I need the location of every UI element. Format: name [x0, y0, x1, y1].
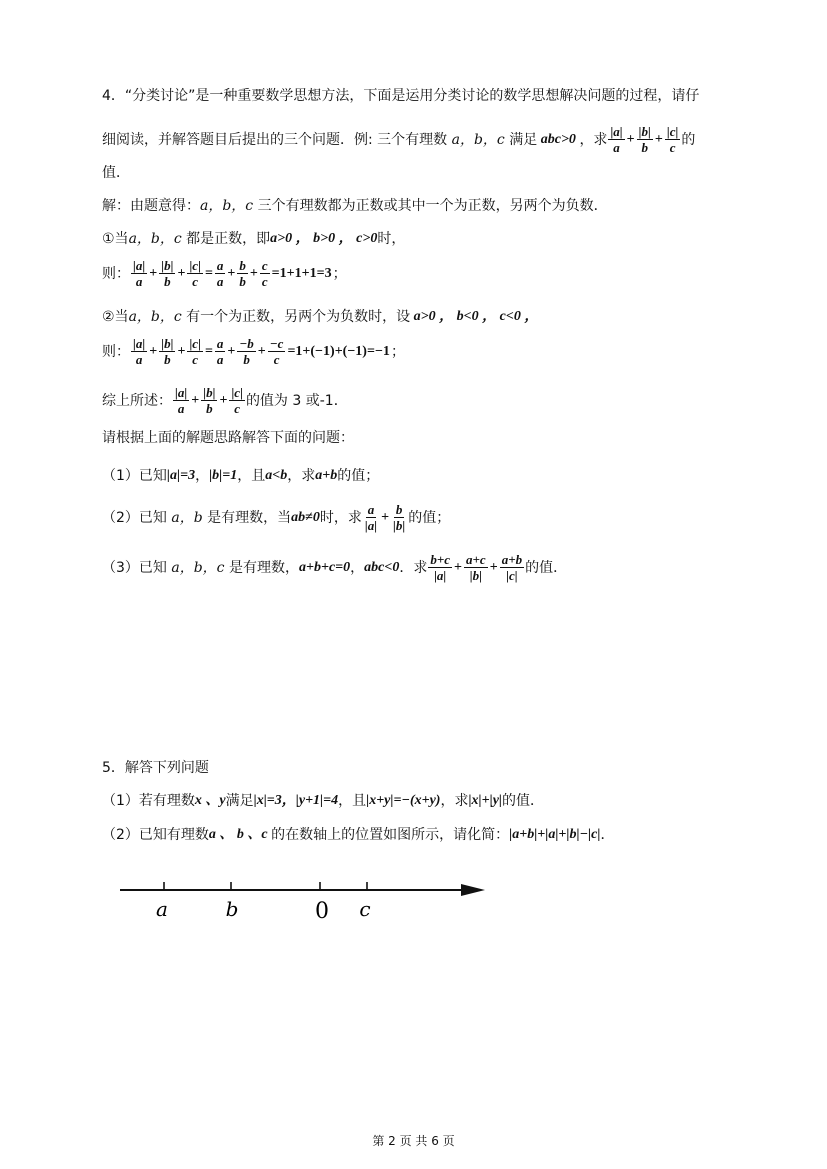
q5-text: 的值．: [502, 793, 544, 809]
frac: $\frac{|c|}{c}$: [231, 385, 243, 416]
var-xy: x 、y: [194, 793, 226, 808]
q4-text: 综上所述：: [102, 392, 172, 409]
q4-text: 满足: [509, 131, 538, 148]
q4-text: 值．: [102, 165, 130, 181]
q5-title: [102, 758, 209, 778]
frac: $\frac{a+c}{|b|}$: [466, 552, 486, 583]
frac: $\frac{b}{b}$: [239, 258, 246, 289]
q5-text: 满足: [225, 793, 254, 809]
var-a: a，b，c: [447, 131, 510, 148]
math-abc-gt-0: abc>0: [537, 131, 580, 147]
math: a+b: [315, 468, 338, 483]
frac: $\frac{b}{|b|}$: [393, 502, 406, 533]
math: abc<0: [364, 559, 400, 575]
q4-text: 时，求: [319, 509, 362, 526]
q5-text: ，且: [338, 793, 367, 809]
frac: $\frac{|c|}{c}$: [189, 258, 201, 289]
q4-text: 则：: [102, 265, 130, 282]
q4-text: ②当: [102, 309, 129, 325]
var-ab: a，b: [166, 509, 208, 526]
q4-text: 是有理数，: [228, 559, 299, 576]
q4-case2: [102, 307, 538, 327]
frac-abs-c-over-c: $\frac{|c|}{c}$: [666, 124, 679, 155]
frac: $\frac{a}{|a|}$: [364, 502, 378, 533]
q4-text: 的: [681, 131, 696, 148]
frac: $\frac{|a|}{a}$: [133, 258, 146, 289]
label-0: 0: [315, 899, 329, 924]
q4-text: ，且: [237, 468, 266, 484]
q4-line1: [102, 86, 699, 106]
page-footer: 第 2 页 共 6 页: [372, 1134, 455, 1148]
q4-then2: 则： $\frac{|a|}{a}$ + $\frac{|b|}{b}$ + $\frac{|c|}{c}$ = $\frac{a}{a}$ + $\frac{-b}{b}$ + $\frac{-c}{c}$ =1+(−1)+(−1)=−1 ；: [102, 336, 405, 367]
math: a+b+c=0: [298, 559, 351, 575]
q5-text: （1）若有理数: [102, 793, 195, 809]
q4-text: 的值；: [408, 509, 451, 526]
var-abc: a，b，c: [200, 198, 258, 214]
math: |a|=3: [166, 468, 196, 483]
frac-abs-a-over-a: $\frac{|a|}{a}$: [610, 124, 623, 155]
label-c: c: [359, 897, 371, 921]
q4-text: 是有理数，当: [207, 509, 292, 526]
q5-text: 5．解答下列问题: [102, 760, 209, 776]
frac: $\frac{|a|}{a}$: [175, 385, 188, 416]
frac: $\frac{-c}{c}$: [269, 336, 284, 367]
q5-problem1: [102, 791, 544, 811]
q5-text: ．: [600, 827, 615, 843]
q4-text: ①当: [102, 231, 129, 247]
var-abc: a，b，c: [128, 231, 187, 247]
q4-line3: [102, 163, 130, 183]
q4-text: 则：: [102, 343, 130, 360]
q5-text: （2）已知有理数: [102, 827, 209, 843]
math-result: =1+1+1=3: [271, 265, 332, 281]
q4-text: ，: [350, 559, 365, 576]
q4-text: 请根据上面的解题思路解答下面的问题：: [102, 430, 354, 446]
frac: $\frac{a}{a}$: [216, 258, 224, 289]
frac: $\frac{|c|}{c}$: [189, 336, 201, 367]
math: |b|=1: [209, 468, 238, 483]
q4-text: ，求: [579, 131, 608, 148]
q4-problem2: （2）已知 a，b 是有理数，当 ab≠0 时，求 $\frac{a}{|a|}$ + $\frac{b}{|b|}$ 的值；: [102, 502, 451, 533]
q4-text: 有一个为正数，另两个为负数时，设: [186, 309, 411, 325]
q5-problem2: [102, 825, 614, 845]
q4-text: 三个有理数都为正数或其中一个为正数，另两个为负数．: [257, 198, 608, 214]
q5-text: ，求: [440, 793, 469, 809]
math: a<b: [265, 468, 288, 483]
q4-text: 的值；: [337, 468, 380, 484]
q4-problem1: [102, 466, 379, 486]
q4-text-line1: 4．“分类讨论”是一种重要数学思想方法，下面是运用分类讨论的数学思想解决问题的过程，请仔: [102, 88, 700, 104]
var-abc: a，b，c: [166, 559, 229, 576]
q4-case1: [102, 229, 405, 249]
frac: $\frac{|a|}{a}$: [133, 336, 146, 367]
q4-text: ，求: [287, 468, 316, 484]
q4-text: （3）已知: [102, 559, 167, 576]
frac-abs-b-over-b: $\frac{|b|}{b}$: [638, 124, 651, 155]
arrow-right-icon: [461, 884, 485, 896]
number-line-figure: [115, 872, 495, 928]
q5-text: 的在数轴上的位置如图所示，请化简：: [271, 827, 510, 843]
q4-problem3: （3）已知 a，b，c 是有理数， a+b+c=0 ， abc<0 ．求 $\frac{b+c}{|a|}$ + $\frac{a+c}{|b|}$ + $\frac{a+b}{|c|}$ 的值．: [102, 552, 568, 583]
q4-summary: 综上所述： $\frac{|a|}{a}$ + $\frac{|b|}{b}$ + $\frac{|c|}{c}$ 的值为 3 或-1．: [102, 385, 348, 416]
frac: $\frac{b+c}{|a|}$: [430, 552, 451, 583]
q4-text: ，: [195, 468, 210, 484]
q4-text: ．求: [399, 559, 428, 576]
q4-text: ；: [332, 265, 347, 282]
var-abc: a，b，c: [128, 309, 187, 325]
var-abc: a 、 b 、c: [208, 827, 272, 842]
q4-text: 时，: [377, 231, 406, 247]
math-conditions: a>0 ， b<0 ， c<0 ，: [410, 309, 539, 324]
q4-then1: 则： $\frac{|a|}{a}$ + $\frac{|b|}{b}$ + $\frac{|c|}{c}$ = $\frac{a}{a}$ + $\frac{b}{b}$ + $\frac{c}{c}$ =1+1+1=3 ；: [102, 258, 347, 289]
math: |x|=3，|y+1|=4: [253, 793, 339, 808]
q4-text: （2）已知: [102, 509, 167, 526]
math: |a+b|+|a|+|b|−|c|: [509, 827, 601, 842]
frac: $\frac{|b|}{b}$: [161, 258, 174, 289]
q4-text: 的值为 3 或-1．: [245, 392, 348, 409]
q4-ask: [102, 428, 354, 448]
q4-text: 解：由题意得：: [102, 198, 200, 214]
math-conditions: a>0 ， b>0 ， c>0: [270, 231, 378, 246]
frac: $\frac{|b|}{b}$: [203, 385, 216, 416]
math: |x|+|y|: [468, 793, 502, 808]
math: |x+y|=−(x+y): [366, 793, 441, 808]
q4-line2: 细阅读，并解答题目后提出的三个问题．例: 三个有理数 a，b，c 满足 abc>0 ，求 $\frac{|a|}{a}$ + $\frac{|b|}{b}$ + $\frac{|c|}{c}$ 的: [102, 124, 696, 155]
label-a: a: [156, 897, 168, 921]
frac: $\frac{-b}{b}$: [239, 336, 254, 367]
q4-text: ；: [390, 343, 405, 360]
frac: $\frac{c}{c}$: [261, 258, 268, 289]
frac: $\frac{a+b}{|c|}$: [501, 552, 523, 583]
q4-solution-intro: [102, 196, 608, 216]
math: ab≠0: [291, 509, 320, 525]
frac: $\frac{a}{a}$: [216, 336, 224, 367]
q4-text: 都是正数，即: [186, 231, 271, 247]
q4-text: 细阅读，并解答题目后提出的三个问题．例: 三个有理数: [102, 131, 448, 148]
math-result: =1+(−1)+(−1)=−1: [287, 343, 390, 359]
q4-text: （1）已知: [102, 468, 167, 484]
frac: $\frac{|b|}{b}$: [161, 336, 174, 367]
label-b: b: [225, 897, 239, 921]
q4-text: 的值．: [525, 559, 568, 576]
